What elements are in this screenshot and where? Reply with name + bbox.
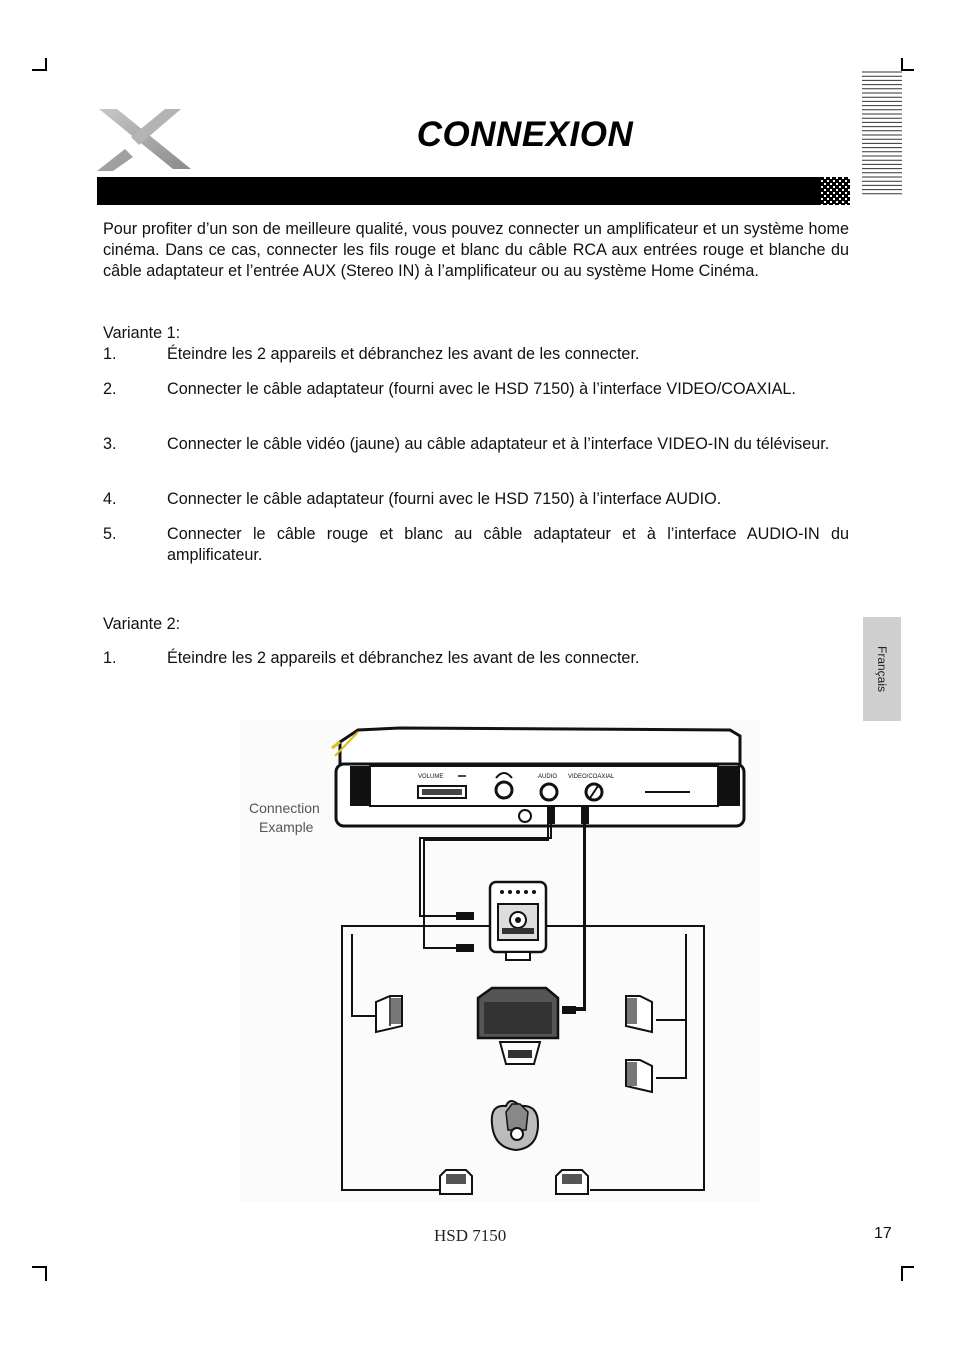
- diagram-caption-line2: Example: [259, 819, 314, 835]
- amplifier: [490, 882, 546, 960]
- dither-dot: [830, 201, 832, 203]
- front-right-speaker: [626, 996, 652, 1032]
- list-number: 2.: [103, 380, 117, 398]
- dither-dot: [830, 177, 832, 179]
- front-left-speaker: [376, 996, 402, 1032]
- dither-dot: [839, 198, 841, 200]
- footer-model: HSD 7150: [434, 1226, 507, 1245]
- dither-dot: [851, 186, 852, 188]
- list-number: 1.: [103, 345, 117, 363]
- port-audio-label: AUDIO: [538, 774, 558, 780]
- page-number: 17: [874, 1225, 892, 1242]
- dither-dot: [842, 189, 844, 191]
- dither-dot: [821, 204, 823, 205]
- dither-dot: [842, 183, 844, 185]
- list-number: 1.: [103, 649, 117, 667]
- list-text: Connecter le câble vidéo (jaune) au câble adaptateur et à l’interface VIDEO-IN du téléviseur.: [167, 435, 830, 453]
- list-number: 4.: [103, 490, 117, 508]
- dither-dot: [827, 198, 829, 200]
- audio-port: [541, 784, 557, 800]
- dither-dot: [845, 192, 847, 194]
- connection-diagram: [240, 720, 760, 1202]
- diagram-caption-line1: Connection: [249, 800, 320, 816]
- list-number: 3.: [103, 435, 117, 453]
- list-text: Éteindre les 2 appareils et débranchez les avant de les connecter.: [167, 649, 640, 667]
- dither-dot: [824, 195, 826, 197]
- dvd-player: [332, 728, 744, 826]
- listener-figure: [492, 1101, 538, 1150]
- dither-dot: [833, 192, 835, 194]
- list-text: Connecter le câble adaptateur (fourni avec le HSD 7150) à l’interface AUDIO.: [167, 490, 722, 508]
- language-tab-label: Français: [875, 645, 889, 693]
- dither-dot: [836, 201, 838, 203]
- dither-dot: [824, 201, 826, 203]
- decorative-stripes: [862, 70, 902, 200]
- crop-mark-top-left: [30, 56, 50, 76]
- dither-dot: [848, 183, 850, 185]
- dither-dot: [836, 177, 838, 179]
- dither-dot: [830, 195, 832, 197]
- dither-dot: [836, 195, 838, 197]
- dither-dot: [851, 192, 852, 194]
- dither-dot: [848, 195, 850, 197]
- dither-dot: [842, 177, 844, 179]
- dither-dot: [830, 189, 832, 191]
- dither-dot: [851, 180, 852, 182]
- dither-dot: [836, 183, 838, 185]
- dither-dot: [842, 195, 844, 197]
- crop-mark-bottom-left: [30, 1263, 50, 1283]
- dither-dot: [821, 180, 823, 182]
- dither-dot: [839, 180, 841, 182]
- dither-dot: [824, 183, 826, 185]
- dither-dot: [848, 189, 850, 191]
- dither-dot: [821, 192, 823, 194]
- surround-speaker-right: [556, 1170, 588, 1194]
- dither-dot: [833, 198, 835, 200]
- dither-dot: [845, 180, 847, 182]
- dither-dot: [851, 198, 852, 200]
- dither-dot: [839, 186, 841, 188]
- list-text: Connecter le câble rouge et blanc au câble adaptateur et à l’interface AUDIO-IN du amplificateur.: [167, 525, 849, 564]
- brand-x-logo: [95, 105, 195, 175]
- list-number: 5.: [103, 525, 117, 543]
- intro-paragraph: Pour profiter d’un son de meilleure qualité, vous pouvez connecter un amplificateur et un système home cinéma. Dans ce cas, connecter les fils rouge et blanc du câble RCA aux entrées rouge et blanche du câble adaptateur et l’entrée AUX (Stereo IN) à l’amplificateur ou au système Home Cinéma.: [103, 220, 849, 280]
- dither-dot: [833, 204, 835, 205]
- dither-dot: [839, 204, 841, 205]
- dither-dot: [848, 201, 850, 203]
- dither-dot: [821, 198, 823, 200]
- list-text: Connecter le câble adaptateur (fourni avec le HSD 7150) à l’interface VIDEO/COAXIAL.: [167, 380, 796, 398]
- port-video-label: VIDEO/COAXIAL: [568, 774, 615, 780]
- bar-dither-pattern: [818, 177, 852, 205]
- dither-dot: [824, 189, 826, 191]
- dither-dot: [827, 180, 829, 182]
- dither-dot: [839, 192, 841, 194]
- variant2-label: Variante 2:: [103, 615, 181, 633]
- variant1-label: Variante 1:: [103, 324, 181, 342]
- dither-dot: [851, 204, 852, 205]
- dither-dot: [824, 177, 826, 179]
- dither-dot: [827, 204, 829, 205]
- dither-dot: [833, 186, 835, 188]
- dither-dot: [845, 186, 847, 188]
- dither-dot: [842, 201, 844, 203]
- dither-dot: [827, 186, 829, 188]
- title-bar: [97, 177, 850, 205]
- dither-dot: [836, 189, 838, 191]
- dither-dot: [827, 192, 829, 194]
- dither-dot: [848, 177, 850, 179]
- rear-right-speaker: [626, 1060, 652, 1092]
- list-text: Éteindre les 2 appareils et débranchez les avant de les connecter.: [167, 345, 640, 363]
- dither-dot: [845, 204, 847, 205]
- crop-mark-bottom-right: [898, 1263, 918, 1283]
- port-volume-label: VOLUME: [418, 774, 444, 780]
- headphone-port: [496, 782, 512, 798]
- dither-dot: [821, 186, 823, 188]
- language-tab: [863, 617, 901, 721]
- dither-dot: [845, 198, 847, 200]
- dither-dot: [833, 180, 835, 182]
- dither-dot: [830, 183, 832, 185]
- surround-speaker-left: [440, 1170, 472, 1194]
- page-title: CONNEXION: [416, 115, 634, 154]
